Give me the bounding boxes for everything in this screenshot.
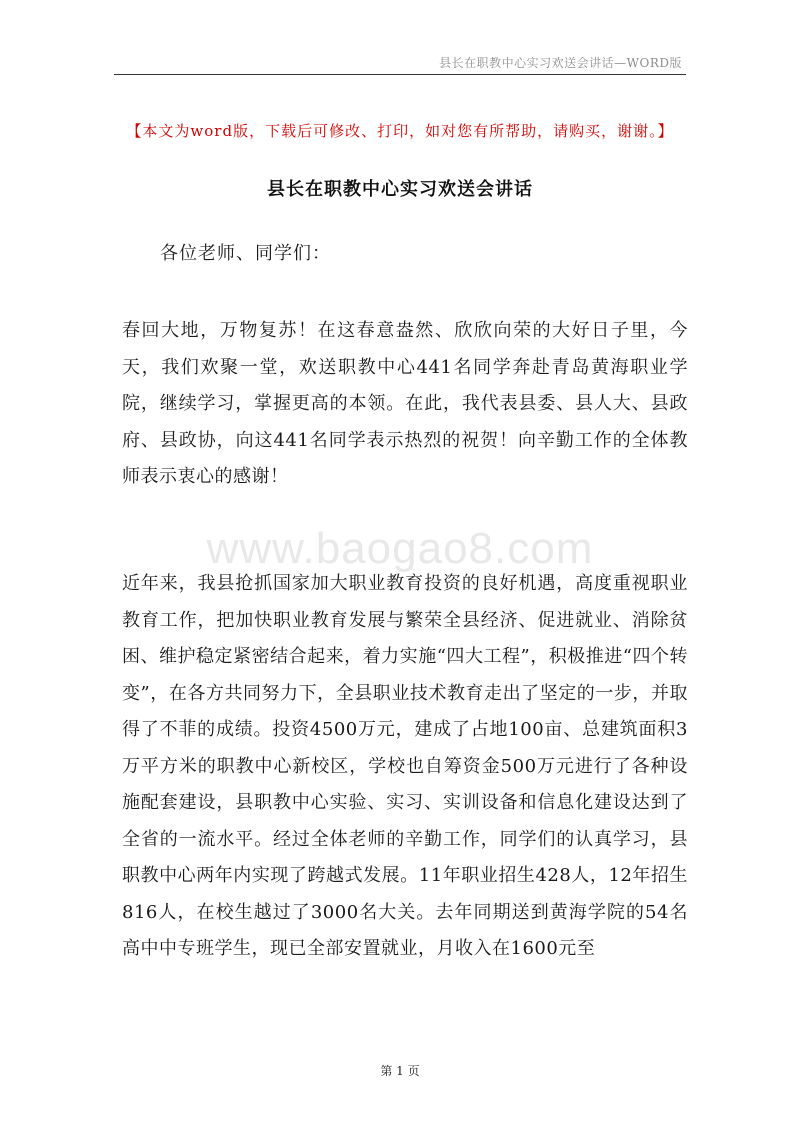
watermark: www.baogao8.com (206, 524, 594, 573)
greeting: 各位老师、同学们： (160, 243, 331, 264)
page-number: 第 1 页 (380, 1064, 420, 1078)
header-divider (114, 74, 686, 75)
document-title: 县长在职教中心实习欢送会讲话 (267, 179, 533, 200)
download-notice: 【本文为word版，下载后可修改、打印，如对您有所帮助，请购买，谢谢。】 (126, 122, 674, 140)
paragraph-2: 近年来，我县抢抓国家加大职业教育投资的良好机遇，高度重视职业教育工作，把加快职业教育发展与繁荣全县经济、促进就业、消除贫困、维护稳定紧密结合起来，着力实施“四大工程”，积极推进“四个转变”，在各方共同努力下，全县职业技术教育走出了坚定的一步，并取得了不菲的成绩。投资4500万元，建成了占地100亩、总建筑面积3万平方米的职教中心新校区，学校也自筹资金500万元进行了各种设施配套建设，县职教中心实验、实习、实训设备和信息化建设达到了全省的一流水平。经过全体老师的辛勤工作，同学们的认真学习，县职教中心两年内实现了跨越式发展。11年职业招生428人，12年招生816人，在校生越过了3000名大关。去年同期送到黄海学院的54名高中中专班学生，现已全部安置就业，月收入在1600元至 (122, 573, 688, 959)
running-header: 县长在职教中心实习欢送会讲话—WORD版 (439, 56, 682, 70)
paragraph-1: 春回大地，万物复苏！在这春意盎然、欣欣向荣的大好日子里，今天，我们欢聚一堂，欢送职教中心441名同学奔赴青岛黄海职业学院，继续学习，掌握更高的本领。在此，我代表县委、县人大、县政府、县政协，向这441名同学表示热烈的祝贺！向辛勤工作的全体教师表示衷心的感谢！ (122, 320, 688, 487)
